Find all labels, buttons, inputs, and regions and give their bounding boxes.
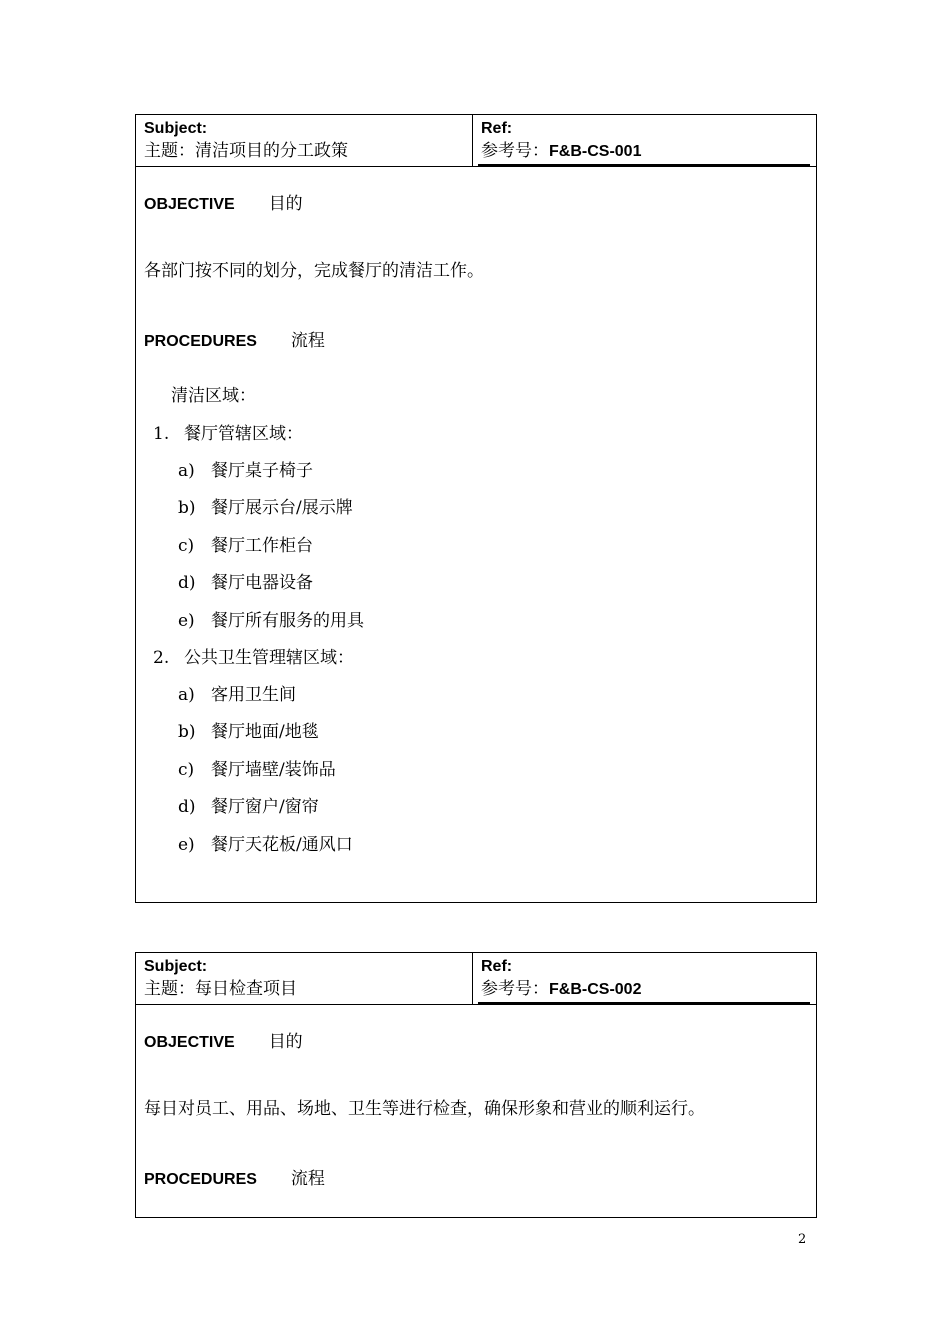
subject-prefix: 主题：	[144, 979, 195, 999]
list-item	[178, 610, 364, 632]
item-marker: d)	[178, 573, 196, 593]
ref-label: Ref:	[481, 120, 513, 137]
item-text: 餐厅展示台/展示牌	[211, 498, 353, 518]
subject-value: 每日检查项目	[195, 979, 297, 999]
procedures-en: PROCEDURES	[144, 333, 257, 350]
subject-prefix: 主题：	[144, 141, 195, 161]
subject-line	[144, 977, 472, 1001]
ref-prefix: 参考号：	[481, 979, 549, 999]
ref-line	[481, 139, 816, 164]
ref-underline	[478, 164, 810, 166]
subject-label: Subject:	[144, 958, 208, 975]
group-title-text: 公共卫生管理辖区域：	[184, 648, 354, 668]
objective-text: 每日对员工、用品、场地、卫生等进行检查，确保形象和营业的顺利运行。	[144, 1099, 705, 1119]
item-text: 餐厅工作柜台	[211, 536, 313, 556]
procedures-zh: 流程	[290, 1169, 325, 1189]
objective-zh: 目的	[268, 194, 303, 214]
card-header	[136, 115, 816, 167]
group-title-2	[153, 647, 354, 669]
ref-line	[481, 977, 816, 1002]
ref-underline	[478, 1002, 810, 1004]
item-text: 餐厅所有服务的用具	[211, 611, 364, 631]
subject-cell	[136, 953, 473, 1004]
objective-text: 各部门按不同的划分，完成餐厅的清洁工作。	[144, 261, 484, 281]
item-text: 餐厅窗户/窗帘	[211, 797, 319, 817]
group-number: 2.	[153, 648, 170, 668]
subject-cell	[136, 115, 473, 166]
group-title-text: 餐厅管辖区域：	[184, 424, 303, 444]
item-marker: a)	[178, 461, 195, 481]
item-text: 餐厅天花板/通风口	[211, 835, 353, 855]
ref-label: Ref:	[481, 958, 513, 975]
group-title-1	[153, 423, 303, 445]
policy-card-1	[135, 114, 817, 903]
ref-prefix: 参考号：	[481, 141, 549, 161]
item-text: 餐厅桌子椅子	[211, 461, 313, 481]
objective-zh: 目的	[268, 1032, 303, 1052]
list-item	[178, 796, 319, 818]
list-item	[178, 721, 319, 743]
subject-value: 清洁项目的分工政策	[195, 141, 348, 161]
list-item	[178, 535, 313, 557]
item-marker: c)	[178, 536, 195, 556]
ref-cell	[473, 115, 816, 166]
item-marker: e)	[178, 611, 195, 631]
list-item	[178, 572, 313, 594]
area-title: 清洁区域：	[171, 386, 256, 406]
item-marker: e)	[178, 835, 195, 855]
procedures-en: PROCEDURES	[144, 1171, 257, 1188]
procedures-zh: 流程	[290, 331, 325, 351]
item-text: 餐厅地面/地毯	[211, 722, 319, 742]
item-marker: b)	[178, 722, 196, 742]
objective-en: OBJECTIVE	[144, 196, 235, 213]
page-number: 2	[798, 1232, 807, 1247]
item-text: 客用卫生间	[211, 685, 296, 705]
item-marker: a)	[178, 685, 195, 705]
objective-heading	[144, 193, 303, 216]
list-item	[178, 759, 336, 781]
card-header	[136, 953, 816, 1005]
subject-line	[144, 139, 472, 163]
objective-en: OBJECTIVE	[144, 1034, 235, 1051]
list-item	[178, 497, 353, 519]
item-marker: d)	[178, 797, 196, 817]
procedures-heading	[144, 330, 325, 353]
subject-label: Subject:	[144, 120, 208, 137]
procedures-heading	[144, 1168, 325, 1191]
list-item	[178, 684, 296, 706]
list-item	[178, 834, 353, 856]
item-marker: c)	[178, 760, 195, 780]
group-number: 1.	[153, 424, 170, 444]
item-text: 餐厅电器设备	[211, 573, 313, 593]
list-item	[178, 460, 313, 482]
ref-cell	[473, 953, 816, 1004]
item-text: 餐厅墙壁/装饰品	[211, 760, 336, 780]
objective-heading	[144, 1031, 303, 1054]
policy-card-2	[135, 952, 817, 1218]
ref-value: F&B-CS-001	[549, 143, 642, 160]
item-marker: b)	[178, 498, 196, 518]
ref-value: F&B-CS-002	[549, 981, 642, 998]
